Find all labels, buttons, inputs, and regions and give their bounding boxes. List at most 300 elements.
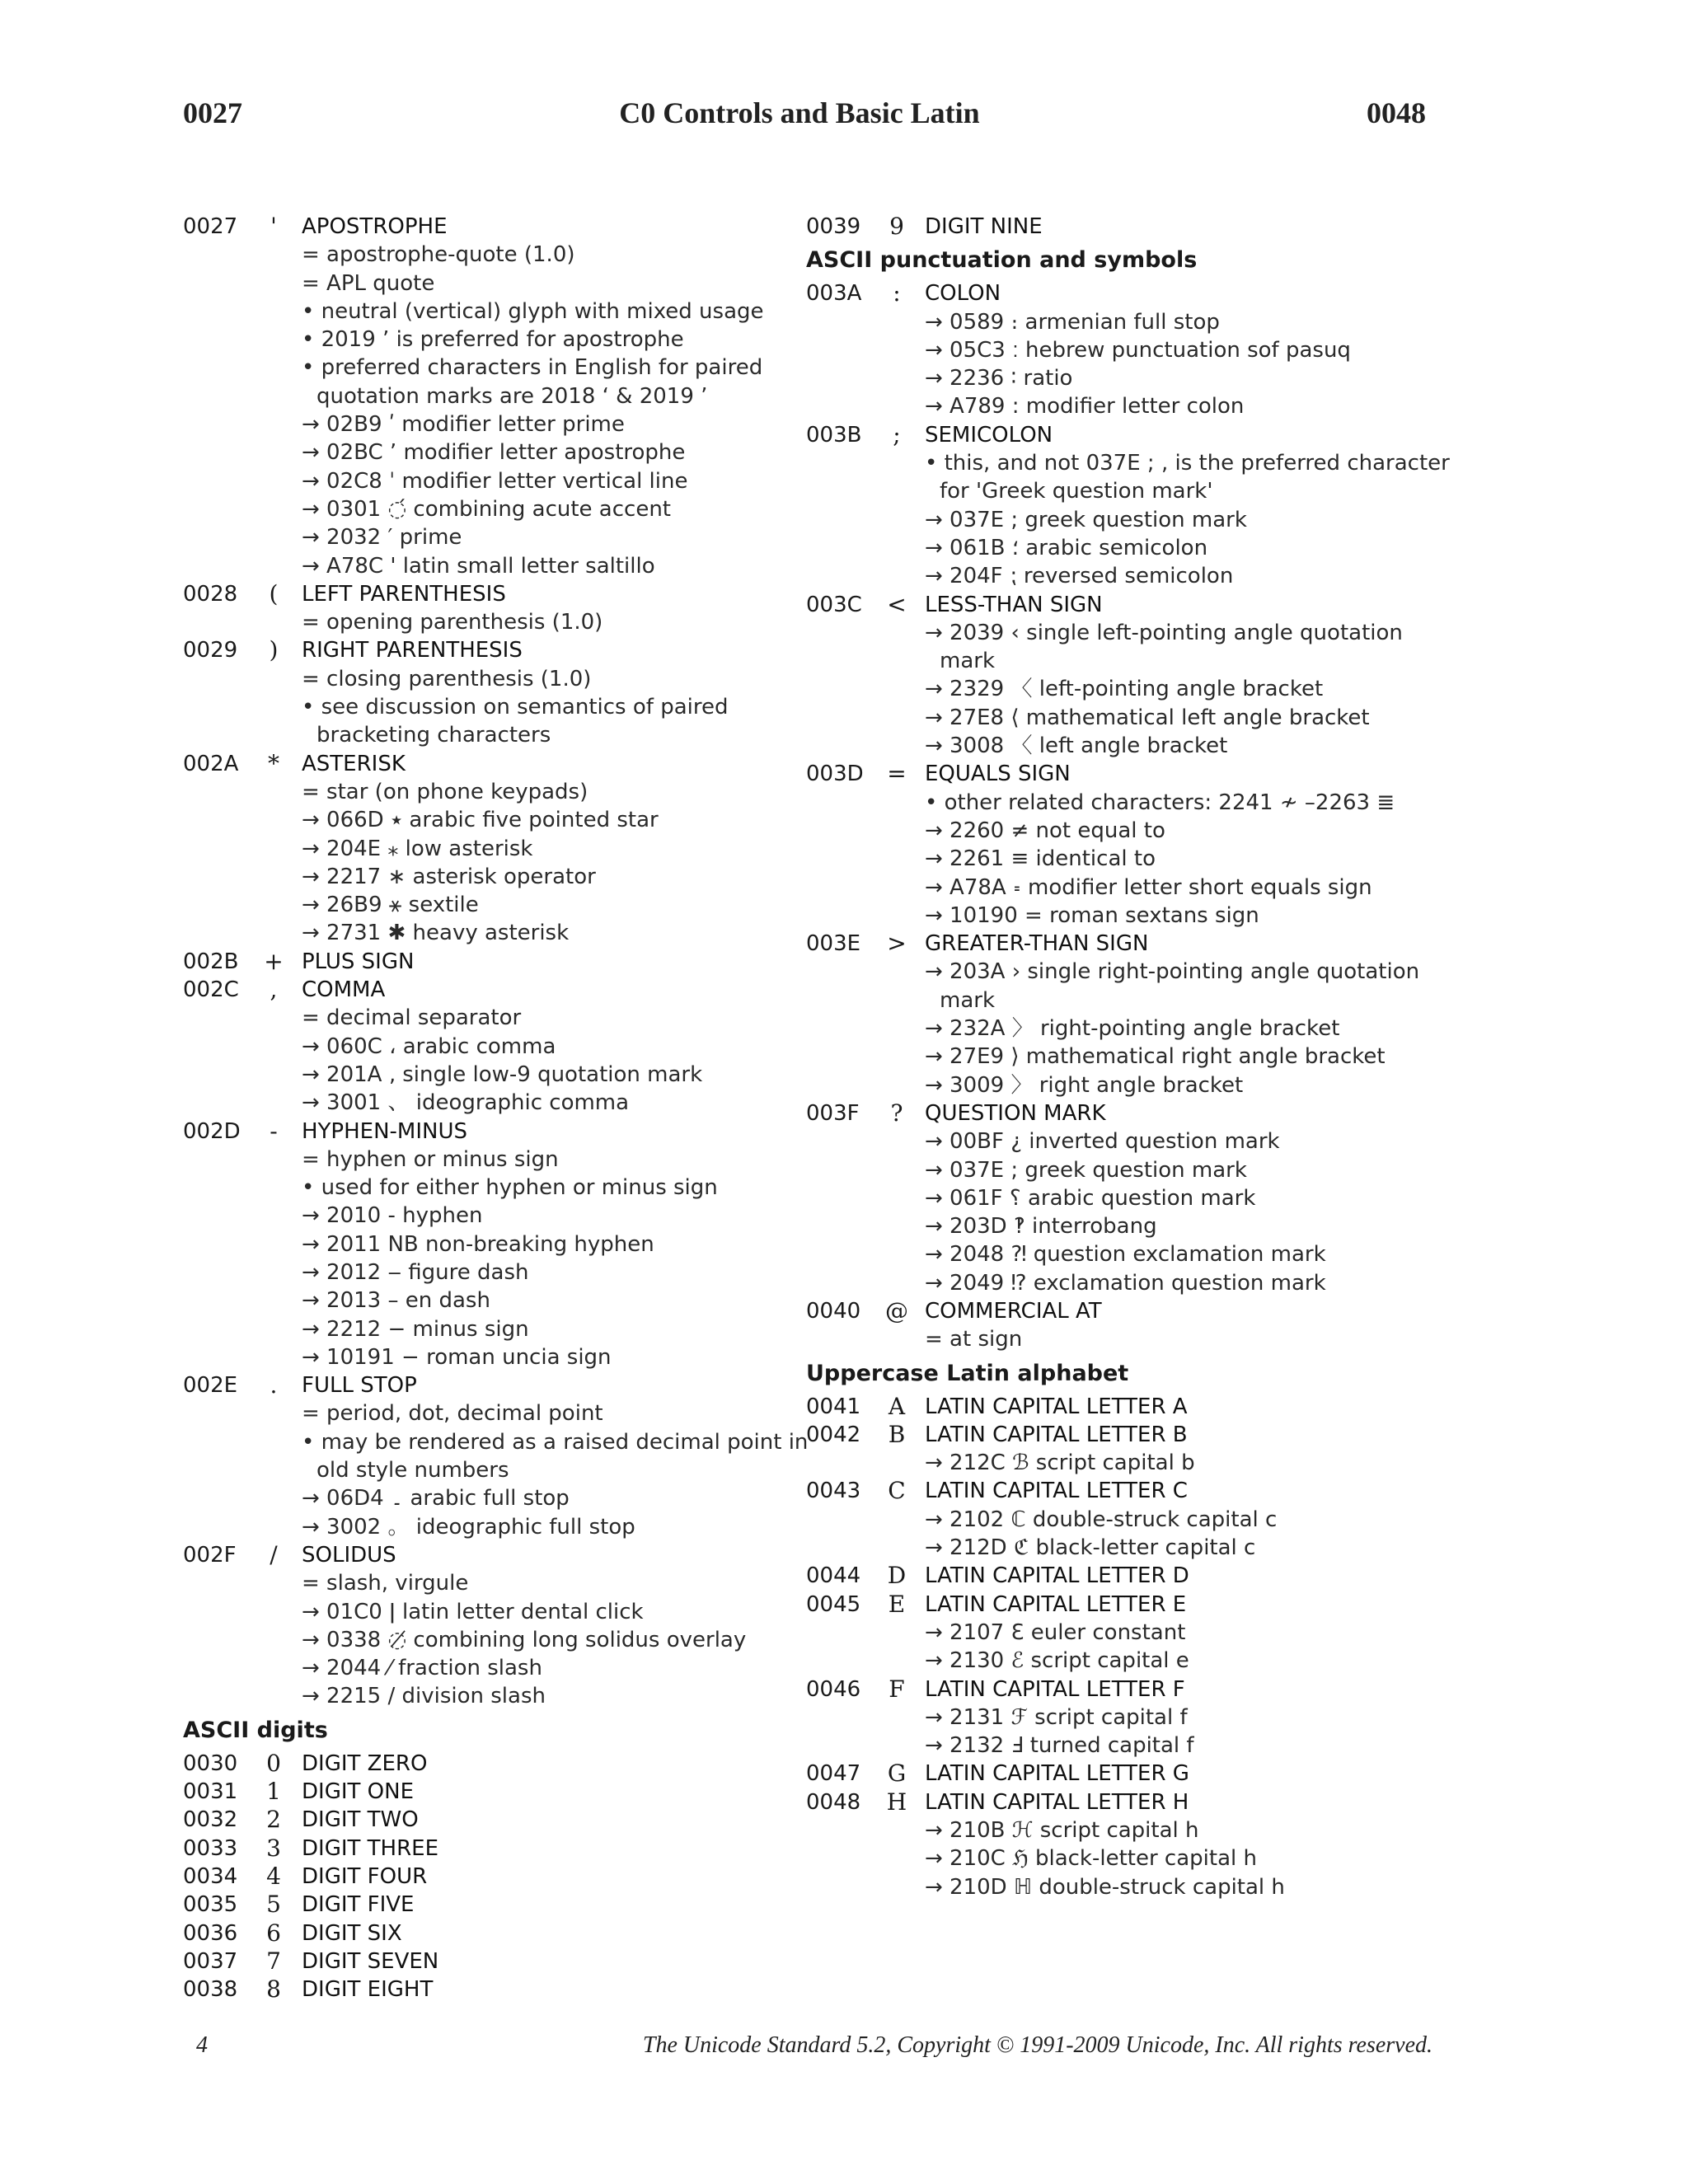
annotation-text: = apostrophe-quote (1.0)	[302, 242, 575, 268]
character-entry	[806, 760, 1449, 788]
character-name: QUESTION MARK	[925, 1100, 1106, 1126]
character-glyph: >	[887, 930, 907, 958]
annotation-text: → 037E ; greek question mark	[925, 507, 1247, 532]
annotation-text: → 01C0 ǀ latin letter dental click	[302, 1599, 644, 1624]
code-point: 0032	[183, 1807, 238, 1833]
code-point: 0033	[183, 1835, 238, 1861]
character-glyph: =	[887, 760, 907, 788]
annotation-line	[183, 1258, 826, 1286]
code-point: 002C	[183, 977, 239, 1003]
annotation-line	[183, 891, 826, 919]
annotation-text: • 2019 ’ is preferred for apostrophe	[302, 327, 684, 353]
character-entry	[806, 1099, 1449, 1127]
character-glyph: 2	[266, 1806, 281, 1834]
annotation-line	[183, 1174, 826, 1202]
code-point: 003A	[806, 281, 862, 307]
annotation-text: → 2130 ℰ script capital e	[925, 1648, 1189, 1674]
code-point: 0027	[183, 214, 238, 239]
annotation-line	[183, 1598, 826, 1626]
code-point: 0034	[183, 1863, 238, 1889]
character-glyph: 7	[266, 1947, 281, 1975]
character-name: COMMERCIAL AT	[925, 1298, 1102, 1324]
character-glyph: 9	[889, 213, 904, 240]
character-name: DIGIT ZERO	[302, 1750, 428, 1776]
annotation-text: quotation marks are 2018 ‘ & 2019 ’	[316, 383, 708, 409]
code-point: 0044	[806, 1563, 861, 1589]
character-glyph: E	[888, 1590, 906, 1618]
annotation-text: • other related characters: 2241 ≁ –2263 ≣	[925, 790, 1395, 815]
annotation-text: • may be rendered as a raised decimal point in	[302, 1429, 809, 1455]
character-glyph: )	[269, 636, 279, 664]
annotation-text: • neutral (vertical) glyph with mixed usage	[302, 298, 764, 324]
annotation-line	[806, 392, 1449, 420]
code-point: 0039	[806, 214, 861, 239]
character-glyph: '	[270, 213, 277, 240]
annotation-line	[806, 1071, 1449, 1099]
code-point: 0036	[183, 1920, 238, 1946]
annotation-text: → 212C ℬ script capital b	[925, 1451, 1195, 1476]
annotation-line	[806, 1269, 1449, 1297]
character-glyph: -	[270, 1117, 278, 1145]
character-glyph: :	[893, 279, 901, 307]
character-name: ASTERISK	[302, 751, 406, 776]
annotation-line	[183, 552, 826, 580]
annotation-text: → 02C8 ˈ modifier letter vertical line	[302, 468, 688, 494]
annotation-line	[806, 308, 1449, 336]
annotation-line	[806, 506, 1449, 534]
annotation-line	[183, 1315, 826, 1343]
character-entry	[806, 1591, 1449, 1619]
annotation-line	[806, 1240, 1449, 1268]
character-glyph: D	[887, 1562, 907, 1590]
character-name: DIGIT FOUR	[302, 1863, 428, 1889]
character-glyph: /	[270, 1540, 278, 1568]
character-entry	[183, 1541, 826, 1569]
annotation-text: → 2044 ⁄ fraction slash	[302, 1656, 542, 1681]
annotation-line	[806, 562, 1449, 590]
annotation-line	[806, 704, 1449, 732]
annotation-line	[806, 619, 1449, 647]
annotation-text: → 0301 ◌́ combining acute accent	[302, 496, 671, 522]
annotation-text: = closing parenthesis (1.0)	[302, 666, 592, 691]
annotation-text: → 02B9 ʹ modifier letter prime	[302, 412, 625, 438]
annotation-text: = slash, virgule	[302, 1571, 469, 1596]
character-glyph: 5	[266, 1891, 281, 1919]
annotation-line	[183, 608, 826, 636]
character-entry	[806, 279, 1449, 307]
character-entry	[806, 1477, 1449, 1505]
annotation-text: → 3002 。 ideographic full stop	[302, 1514, 635, 1540]
annotation-line	[806, 874, 1449, 902]
annotation-text: mark	[940, 649, 996, 674]
annotation-line	[183, 354, 826, 382]
character-glyph: H	[886, 1788, 907, 1816]
character-entry	[183, 636, 826, 664]
code-point: 0047	[806, 1761, 861, 1787]
annotation-line	[183, 806, 826, 834]
annotation-line	[806, 1873, 1449, 1901]
character-glyph: (	[269, 579, 279, 607]
character-name: DIGIT EIGHT	[302, 1977, 434, 2003]
character-entry	[806, 1421, 1449, 1449]
character-name: LATIN CAPITAL LETTER E	[925, 1591, 1187, 1617]
character-glyph: G	[887, 1760, 907, 1788]
character-name: LATIN CAPITAL LETTER B	[925, 1422, 1188, 1447]
annotation-text: → 210C ℌ black-letter capital h	[925, 1846, 1257, 1872]
code-point: 002F	[183, 1542, 237, 1568]
annotation-text: → 2102 ℂ double-struck capital c	[925, 1507, 1278, 1532]
annotation-text: → 061F ؟ arabic question mark	[925, 1185, 1256, 1211]
annotation-line	[806, 1619, 1449, 1647]
annotation-line	[183, 467, 826, 495]
left-column	[183, 213, 826, 2004]
character-name: COLON	[925, 281, 1001, 307]
code-point: 0038	[183, 1977, 238, 2003]
character-name: LATIN CAPITAL LETTER G	[925, 1761, 1189, 1787]
character-name: DIGIT SEVEN	[302, 1948, 439, 1974]
code-point: 003F	[806, 1100, 860, 1126]
annotation-line	[806, 1043, 1449, 1071]
code-point: 0040	[806, 1298, 861, 1324]
character-name: DIGIT ONE	[302, 1779, 414, 1805]
character-entry	[806, 1760, 1449, 1788]
character-glyph: @	[885, 1296, 908, 1324]
character-name: EQUALS SIGN	[925, 762, 1071, 787]
annotation-text: → 232A 〉 right-pointing angle bracket	[925, 1016, 1340, 1042]
annotation-text: → 3009 〉 right angle bracket	[925, 1072, 1244, 1098]
annotation-text: = period, dot, decimal point	[302, 1401, 603, 1427]
annotation-text: → 2010 ‐ hyphen	[302, 1203, 483, 1229]
code-point: 003B	[806, 422, 862, 448]
annotation-text: • this, and not 037E ; , is the preferred character	[925, 451, 1450, 476]
annotation-line	[183, 1146, 826, 1174]
annotation-text: → 27E8 ⟨ mathematical left angle bracket	[925, 705, 1370, 730]
annotation-line	[806, 1325, 1449, 1353]
annotation-line	[806, 958, 1449, 986]
character-entry	[183, 1919, 826, 1947]
annotation-text: → 0338 ◌̸ combining long solidus overlay	[302, 1627, 747, 1652]
annotation-text: → 201A ‚ single low-9 quotation mark	[302, 1062, 703, 1087]
code-point: 0031	[183, 1779, 238, 1805]
annotation-text: → 26B9 ⚹ sextile	[302, 893, 479, 918]
annotation-continuation	[806, 647, 1449, 675]
character-entry	[183, 948, 826, 976]
code-point: 0028	[183, 581, 238, 607]
annotation-text: → 10190 = roman sextans sign	[925, 902, 1259, 928]
annotation-text: for 'Greek question mark'	[940, 479, 1213, 504]
character-entry	[183, 1750, 826, 1778]
annotation-line	[183, 438, 826, 466]
annotation-text: → 2011 NB non-breaking hyphen	[302, 1231, 654, 1257]
annotation-text: → 05C3 ׃ hebrew punctuation sof pasuq	[925, 337, 1351, 363]
annotation-line	[806, 1156, 1449, 1184]
character-glyph: 3	[266, 1834, 281, 1862]
character-glyph: A	[888, 1392, 906, 1420]
annotation-text: → 203D ‽ interrobang	[925, 1214, 1157, 1240]
annotation-line	[183, 919, 826, 947]
annotation-text: = star (on phone keypads)	[302, 779, 588, 804]
annotation-continuation	[806, 987, 1449, 1015]
annotation-line	[806, 1212, 1449, 1240]
annotation-text: → 212D ℭ black-letter capital c	[925, 1535, 1256, 1561]
header-range-start: 0027	[183, 96, 242, 129]
character-entry	[183, 1975, 826, 2004]
character-name: GREATER-THAN SIGN	[925, 931, 1149, 957]
annotation-line	[183, 1202, 826, 1230]
code-point: 0048	[806, 1789, 861, 1815]
character-name: HYPHEN-MINUS	[302, 1118, 468, 1144]
annotation-line	[183, 523, 826, 551]
character-name: DIGIT TWO	[302, 1807, 419, 1833]
character-name: SEMICOLON	[925, 422, 1053, 448]
character-entry	[806, 1562, 1449, 1590]
annotation-text: → 2217 ∗ asterisk operator	[302, 864, 596, 889]
annotation-line	[183, 1286, 826, 1315]
character-glyph: F	[889, 1675, 905, 1703]
character-entry	[806, 1675, 1449, 1704]
character-entry	[183, 976, 826, 1004]
code-point: 0045	[806, 1591, 861, 1617]
annotation-line	[806, 675, 1449, 703]
character-entry	[183, 1806, 826, 1834]
character-entry	[183, 1371, 826, 1399]
annotation-line	[806, 534, 1449, 562]
annotation-text: → 10191 − roman uncia sign	[302, 1344, 612, 1370]
code-point: 0042	[806, 1422, 861, 1447]
character-name: DIGIT THREE	[302, 1835, 439, 1861]
annotation-continuation	[183, 1456, 826, 1484]
annotation-text: → 066D ٭ arabic five pointed star	[302, 808, 659, 833]
character-glyph: +	[264, 947, 284, 975]
annotation-line	[806, 1127, 1449, 1155]
character-glyph: ;	[893, 420, 901, 448]
character-entry	[806, 1393, 1449, 1421]
annotation-continuation	[183, 382, 826, 410]
annotation-text: → 210B ℋ script capital h	[925, 1818, 1199, 1844]
character-name: DIGIT NINE	[925, 214, 1043, 239]
code-point: 0043	[806, 1479, 861, 1504]
character-glyph: 1	[266, 1778, 281, 1806]
character-entry	[806, 1788, 1449, 1816]
annotation-text: → 2032 ′ prime	[302, 525, 462, 551]
annotation-line	[183, 1484, 826, 1512]
annotation-text: bracketing characters	[316, 723, 551, 748]
character-name: DIGIT SIX	[302, 1920, 402, 1946]
character-entry	[183, 1891, 826, 1919]
code-point: 002B	[183, 949, 239, 974]
annotation-text: → 2260 ≠ not equal to	[925, 818, 1165, 843]
annotation-text: → 27E9 ⟩ mathematical right angle bracket	[925, 1044, 1386, 1070]
annotation-line	[183, 326, 826, 354]
annotation-text: • preferred characters in English for paired	[302, 355, 763, 381]
annotation-text: → 2261 ≡ identical to	[925, 846, 1156, 872]
annotation-text: → 2731 ✱ heavy asterisk	[302, 921, 570, 946]
annotation-line	[183, 693, 826, 721]
annotation-text: → 2012 ‒ figure dash	[302, 1259, 529, 1285]
annotation-line	[806, 1015, 1449, 1043]
annotation-line	[183, 1089, 826, 1117]
annotation-line	[183, 298, 826, 326]
annotation-line	[183, 1569, 826, 1597]
annotation-line	[183, 410, 826, 438]
annotation-text: → 2039 ‹ single left-pointing angle quotation	[925, 620, 1403, 645]
annotation-text: → 02BC ʼ modifier letter apostrophe	[302, 440, 686, 466]
character-glyph: ?	[890, 1099, 903, 1127]
character-name: COMMA	[302, 977, 386, 1003]
character-glyph: .	[270, 1371, 278, 1399]
character-glyph: <	[887, 590, 907, 618]
annotation-text: = at sign	[925, 1327, 1023, 1352]
annotation-line	[183, 1682, 826, 1710]
annotation-line	[183, 269, 826, 298]
annotation-line	[806, 1844, 1449, 1872]
annotation-line	[806, 1732, 1449, 1760]
code-point: 003D	[806, 762, 864, 787]
annotation-line	[183, 1061, 826, 1089]
character-entry	[183, 1947, 826, 1975]
annotation-text: → 3001 、 ideographic comma	[302, 1090, 630, 1116]
annotation-line	[806, 449, 1449, 477]
annotation-text: → A78C ꞌ latin small letter saltillo	[302, 553, 655, 579]
annotation-line	[183, 1654, 826, 1682]
annotation-line	[806, 1704, 1449, 1732]
annotation-text: → 2049 ⁉ exclamation question mark	[925, 1270, 1326, 1296]
annotation-line	[806, 1449, 1449, 1477]
character-glyph: B	[888, 1420, 906, 1448]
character-entry	[183, 580, 826, 608]
character-name: LATIN CAPITAL LETTER D	[925, 1563, 1189, 1589]
annotation-text: → 2212 − minus sign	[302, 1316, 529, 1342]
annotation-text: mark	[940, 987, 996, 1013]
character-name: APOSTROPHE	[302, 214, 448, 239]
annotation-text: → 204E ⁎ low asterisk	[302, 836, 533, 861]
code-point: 003E	[806, 931, 861, 957]
annotation-line	[806, 732, 1449, 760]
character-glyph: ,	[270, 976, 278, 1004]
annotation-line	[806, 789, 1449, 817]
code-point: 0035	[183, 1892, 238, 1918]
right-column	[806, 213, 1449, 1901]
annotation-line	[183, 1626, 826, 1654]
annotation-line	[183, 1513, 826, 1541]
character-name: SOLIDUS	[302, 1542, 396, 1568]
annotation-text: → 061B ؛ arabic semicolon	[925, 535, 1208, 560]
character-entry	[183, 750, 826, 778]
annotation-continuation	[183, 721, 826, 749]
character-entry	[806, 1297, 1449, 1325]
character-entry	[183, 1778, 826, 1806]
annotation-text: → 3008 〈 left angle bracket	[925, 733, 1228, 759]
annotation-text: old style numbers	[316, 1458, 509, 1483]
character-name: LATIN CAPITAL LETTER A	[925, 1394, 1188, 1419]
page-number: 4	[196, 2032, 208, 2058]
character-name: PLUS SIGN	[302, 949, 415, 974]
character-glyph: 4	[266, 1862, 281, 1890]
annotation-text: = opening parenthesis (1.0)	[302, 610, 603, 635]
code-point: 0030	[183, 1750, 238, 1776]
character-glyph: 6	[266, 1919, 281, 1947]
character-glyph: 8	[266, 1975, 281, 2004]
character-entry	[183, 1863, 826, 1891]
character-entry	[183, 1835, 826, 1863]
code-point: 0037	[183, 1948, 238, 1974]
annotation-text: = APL quote	[302, 270, 435, 296]
annotation-text: → 2013 – en dash	[302, 1288, 490, 1314]
character-name: LESS-THAN SIGN	[925, 592, 1103, 617]
annotation-line	[183, 1033, 826, 1061]
character-entry	[806, 213, 1449, 241]
annotation-text: → 00BF ¿ inverted question mark	[925, 1129, 1280, 1155]
character-entry	[806, 591, 1449, 619]
code-point: 002D	[183, 1118, 241, 1144]
annotation-line	[183, 1428, 826, 1456]
annotation-text: → 06D4 ۔ arabic full stop	[302, 1486, 570, 1511]
copyright-notice: The Unicode Standard 5.2, Copyright © 1991-2009 Unicode, Inc. All rights reserved.	[642, 2032, 1432, 2058]
annotation-text: • see discussion on semantics of paired	[302, 695, 729, 720]
annotation-line	[183, 1230, 826, 1258]
code-point: 002A	[183, 751, 239, 776]
annotation-text: → 203A › single right-pointing angle quotation	[925, 959, 1420, 985]
character-entry	[183, 213, 826, 241]
code-point: 002E	[183, 1373, 238, 1399]
character-glyph: C	[888, 1477, 906, 1505]
character-name: LATIN CAPITAL LETTER H	[925, 1789, 1189, 1815]
character-name: LEFT PARENTHESIS	[302, 581, 506, 607]
code-point: 003C	[806, 592, 862, 617]
annotation-line	[806, 1184, 1449, 1212]
annotation-line	[806, 817, 1449, 845]
annotation-text: → 2215 ∕ division slash	[302, 1684, 546, 1709]
character-name: LATIN CAPITAL LETTER F	[925, 1676, 1185, 1702]
annotation-continuation	[806, 477, 1449, 505]
annotation-line	[806, 336, 1449, 364]
annotation-line	[806, 1647, 1449, 1675]
section-heading: ASCII punctuation and symbols	[806, 247, 1198, 274]
annotation-line	[806, 1816, 1449, 1844]
header-range-end: 0048	[1367, 96, 1426, 129]
section-heading: Uppercase Latin alphabet	[806, 1360, 1129, 1386]
annotation-text: → 2329 〈 left-pointing angle bracket	[925, 677, 1324, 702]
code-point: 0041	[806, 1394, 861, 1419]
annotation-text: → 2048 ⁈ question exclamation mark	[925, 1242, 1326, 1268]
code-point: 0046	[806, 1676, 861, 1702]
character-entry	[183, 1118, 826, 1146]
annotation-text: → 2131 ℱ script capital f	[925, 1704, 1188, 1730]
annotation-line	[183, 1004, 826, 1032]
annotation-line	[806, 902, 1449, 930]
annotation-text: → A789 ꞉ modifier letter colon	[925, 394, 1245, 419]
annotation-line	[806, 845, 1449, 873]
annotation-text: → 0589 ։ armenian full stop	[925, 309, 1220, 335]
annotation-text: = decimal separator	[302, 1005, 522, 1031]
annotation-line	[806, 364, 1449, 392]
annotation-line	[806, 1534, 1449, 1562]
character-entry	[806, 421, 1449, 449]
annotation-text: = hyphen or minus sign	[302, 1146, 559, 1172]
annotation-line	[183, 495, 826, 523]
annotation-line	[183, 241, 826, 269]
section-heading: ASCII digits	[183, 1717, 328, 1743]
annotation-text: → 2236 ∶ ratio	[925, 366, 1073, 391]
code-point: 0029	[183, 638, 238, 663]
annotation-text: → 037E ; greek question mark	[925, 1157, 1247, 1183]
annotation-line	[183, 1343, 826, 1371]
annotation-text: → 2132 Ⅎ turned capital f	[925, 1733, 1194, 1759]
annotation-text: → A78A ꞊ modifier letter short equals sign	[925, 874, 1372, 900]
annotation-line	[183, 665, 826, 693]
annotation-text: • used for either hyphen or minus sign	[302, 1175, 718, 1201]
annotation-line	[183, 1399, 826, 1427]
